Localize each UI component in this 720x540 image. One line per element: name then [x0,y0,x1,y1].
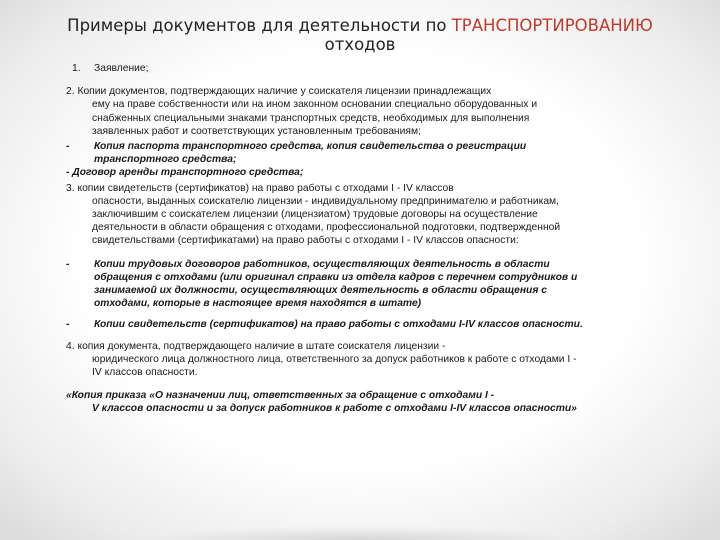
dash-marker: - [66,319,70,331]
document-list [66,62,586,418]
slide-title [20,16,700,54]
list-item-text-first: 2. Копии документов, подтверждающих наличие у соискателя лицензии принадлежащих [66,86,492,98]
slide-shadow [150,526,570,540]
title-accent: ТРАНСПОРТИРОВАНИЮ [451,16,653,35]
sub-item-certificates [66,318,586,331]
sub-item-text: Копия паспорта транспортного средства, копия свидетельства о регистрации транспортного средства; [94,141,527,166]
title-suffix: отходов [324,35,396,54]
list-item-text-rest: юридического лица должностного лица, ответственного за допуск работников к работе с отходами I - IV классов опасности. [92,353,577,379]
list-item-text-first: 3. копии свидетельств (сертификатов) на право работы с отходами I - IV классов [66,182,454,194]
dash-marker: - [66,258,70,270]
sub-item-text: Копии свидетельств (сертификатов) на право работы с отходами I-IV классов опасности. [94,319,583,331]
list-item-text-rest: ему на праве собственности или на ином законном основании специально оборудованных и снабженных специальными знаками транспортных средств, необходимых для выполнения заявленных работ и соответствующих установленным требованиям; [92,99,538,137]
list-item-1 [66,62,586,75]
sub-item-text: Копии трудовых договоров работников, осуществляющих деятельность в области обращения с отходами (или оригинал справки из отдела кадров с перечнем сотрудников и занимаемой их должности, осуществляющих деятельность в области обращения с отходами, которые в настоящее время находятся в штате) [94,258,578,310]
list-marker: 1. [72,63,81,74]
sub-item-contracts [66,258,586,311]
dash-marker: - [66,141,70,153]
list-item-order [66,389,586,415]
list-item-3 [66,182,586,248]
list-item-text: Заявление; [94,63,149,74]
list-item-text-first: «Копия приказа «О назначении лиц, ответственных за обращение с отходами I - [66,390,495,402]
sub-item-lease [66,166,586,179]
list-item-text-rest: опасности, выданных соискателю лицензии - индивидуальному предпринимателю и работникам, заключившим с соискателем лицензии (лицензиатом) трудовые договоры на осуществление деятельности в области обращения с отходами, профессиональной подготовки, подтвержденной свидетельствами (сертификатами) на право работы с отходами I - IV классов опасности: [92,195,561,247]
title-prefix: Примеры документов для деятельности по [67,16,452,35]
sub-item-text: - Договор аренды транспортного средства; [66,167,304,179]
list-item-text-rest: V классов опасности и за допуск работников к работе с отходами I-IV классов опасности» [92,403,577,415]
sub-item-passport [66,140,586,166]
list-item-4 [66,340,586,380]
list-item-text-first: 4. копия документа, подтверждающего наличие в штате соискателя лицензии - [66,340,446,352]
list-item-2 [66,85,586,138]
